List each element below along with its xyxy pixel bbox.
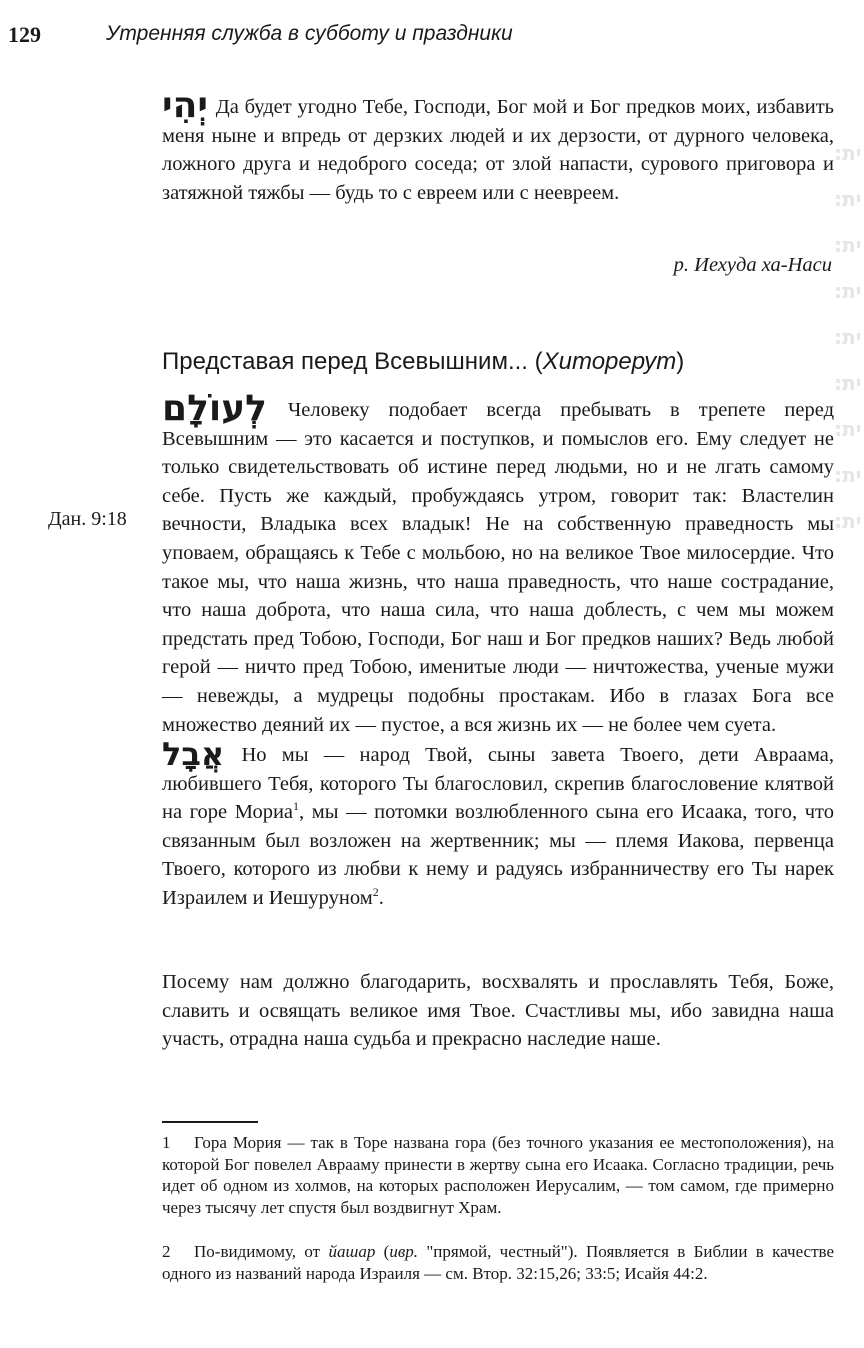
section-heading-main: Представая перед Всевышним... (	[162, 348, 543, 375]
footnote-2	[162, 1241, 834, 1284]
footnote-text: Гора Мория — так в Торе названа гора (без точного указания ее местоположения), на которой Бог повелел Аврааму принести в жертву сына его Исаака. Согласно традиции, речь идет об одном из холмов, на которых расположен Иерусалим, — том самом, где примерно через тысячу лет спустя был воздвигнут Храм.	[162, 1133, 834, 1217]
section-heading	[162, 348, 684, 376]
running-title: Утренняя служба в субботу и праздники	[106, 22, 513, 45]
hebrew-initial-aval: אֲבָל	[162, 735, 225, 773]
section-heading-close: )	[676, 348, 685, 375]
page-header	[8, 22, 844, 52]
page-number: 129	[8, 22, 41, 47]
footnote-text-c: "прямой, честный"). Появляется в Библии в качестве одного из названий народа Израиля — см. Втор. 32:15,26; 33:5; Исайя 44:2.	[162, 1242, 835, 1283]
footnote-term: йашар	[328, 1242, 376, 1261]
paragraph-posemu-text: Посему нам должно благодарить, восхвалять и прославлять Тебя, Боже, славить и освящать великое имя Твое. Счастливы мы, ибо завидна наша участь, отрадна наша судьба и прекрасно наследие наше.	[162, 971, 834, 1051]
paragraph-leolam	[162, 388, 834, 739]
hebrew-initial-leolam: לְעוֹלָם	[162, 388, 267, 429]
bleed-through-marks: :ית :ית :ית :ית :ית :ית :ית :ית :ית	[834, 141, 862, 533]
footnote-1	[162, 1132, 834, 1218]
hebrew-initial-yehi: יְהִי	[162, 85, 208, 126]
paragraph-yehi-text: Да будет угодно Тебе, Господи, Бог мой и Бог предков моих, избавить меня ныне и впредь от дерзких людей и их дерзости, от дурного человека, ложного друга и недоброго соседа; от злой напасти, сурового приговора и затяжной тяжбы — будь то с евреем или с неевреем.	[162, 96, 835, 204]
paragraph-posemu	[162, 968, 834, 1054]
paragraph-yehi	[162, 85, 835, 207]
footnote-lang: ивр.	[389, 1242, 418, 1261]
footnote-ref-1[interactable]: 1	[293, 799, 300, 814]
margin-reference: Дан. 9:18	[48, 508, 127, 530]
paragraph-aval-text-a: Но мы — народ Твой, сыны завета Твоего, дети Авраама, любившего Тебя, которого Ты благословил, скрепив благословение клятвой на горе Мориа	[162, 744, 835, 824]
footnote-ref-2[interactable]: 2	[372, 885, 379, 900]
footnote-text-a: По-видимому, от	[194, 1242, 329, 1261]
footnote-number: 1	[162, 1133, 171, 1152]
footnote-number: 2	[162, 1242, 171, 1261]
paragraph-leolam-text: Человеку подобает всегда пребывать в трепете перед Всевышним — это касается и поступков, и помыслов его. Ему следует не только свидетельствовать об истине перед людьми, но и не лгать самому себе. Пусть же каждый, пробуждаясь утром, говорит так: Властелин вечности, Владыка всех владык! Не на собственную праведность мы уповаем, обращаясь к Тебе с мольбою, но на великое Твое милосердие. Что такое мы, что наша жизнь, что наша праведность, что наше сострадание, что наша доброта, что наша сила, что наша доблесть, с чем мы можем предстать пред Тобою, Господи, Бог наш и Бог предков наших? Ведь любой герой — ничто пред Тобою, именитые люди — ничтожества, ученые мужи — невежды, а мудрецы подобны простакам. Ибо в глазах Бога все множество деяний их — пустое, а вся жизнь их — не более чем суета.	[162, 399, 834, 736]
paragraph-aval-text-c: .	[378, 886, 384, 909]
paragraph-aval-text-b: , мы — потомки возлюбленного сына его Исаака, того, что связанным был возложен на жертвенник; мы — племя Иакова, первенца Твоего, которого из любви к нему и радуясь избранничеству его Ты нарек Израилем и Иешуруном	[162, 801, 834, 909]
footnote-text-b: (	[375, 1242, 390, 1261]
attribution: р. Иехуда ха-Наси	[673, 254, 832, 276]
section-heading-italic: Хиторерут	[542, 348, 677, 375]
paragraph-aval	[162, 735, 835, 913]
footnote-divider	[162, 1121, 258, 1123]
